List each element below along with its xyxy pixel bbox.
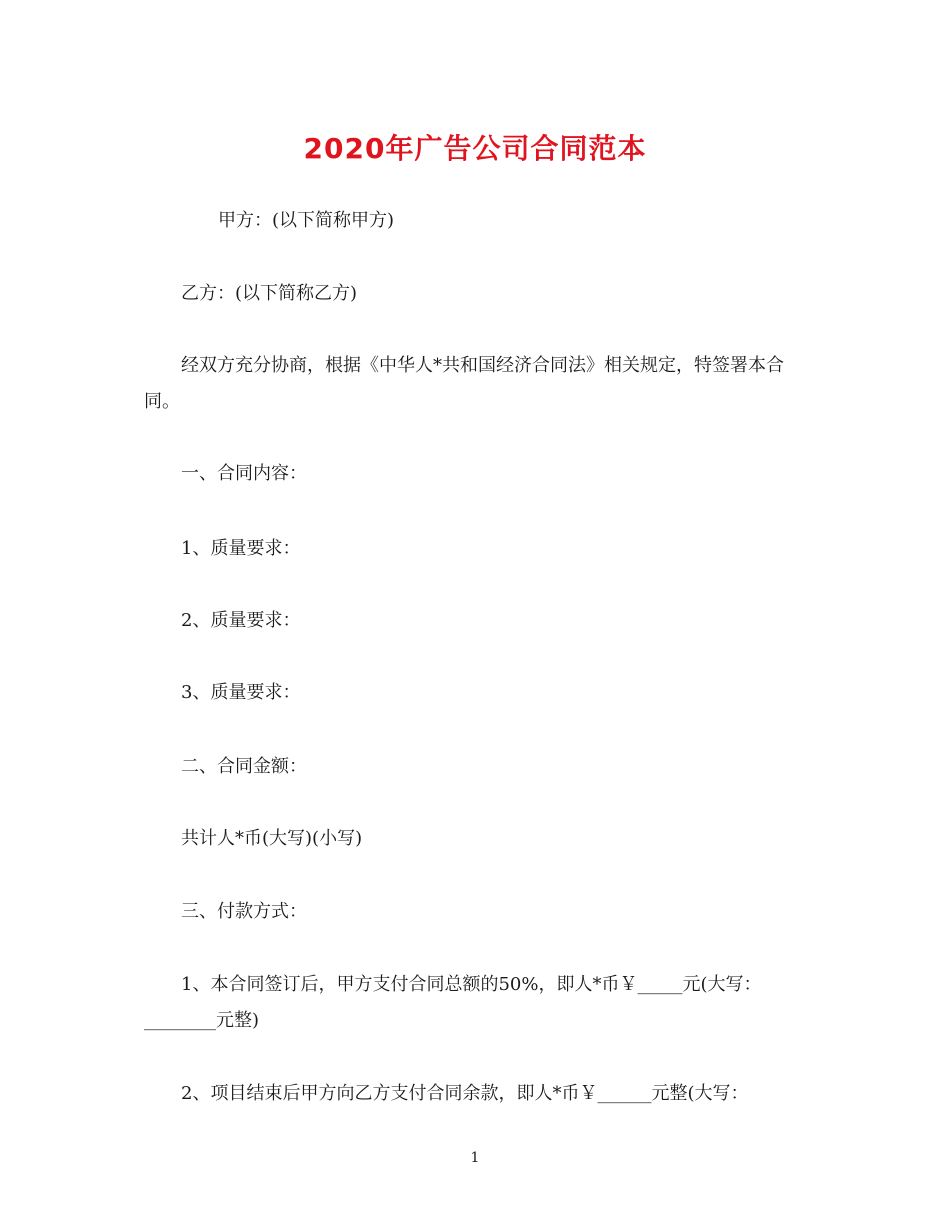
section-heading-contract-amount: 二、合同金额： [181, 756, 307, 777]
section-heading-payment-method: 三、付款方式： [181, 901, 307, 922]
document-title: 2020年广告公司合同范本 [303, 132, 647, 165]
page-number: 1 [470, 1150, 480, 1166]
party-b-line: 乙方：(以下简称乙方) [181, 283, 358, 304]
preamble-paragraph: 经双方充分协商，根据《中华人*共和国经济合同法》相关规定，特签署本合同。 [144, 355, 784, 412]
section-heading-contract-content: 一、合同内容： [181, 463, 307, 484]
quality-requirement-3: 3、质量要求： [181, 682, 301, 703]
party-a-line: 甲方：(以下简称甲方) [218, 210, 395, 231]
payment-term-2: 2、项目结束后甲方向乙方支付合同余款，即人*币￥______元整(大写： [181, 1083, 749, 1104]
quality-requirement-1: 1、质量要求： [181, 538, 301, 559]
quality-requirement-2: 2、质量要求： [181, 610, 301, 631]
total-amount-line: 共计人*币(大写)(小写) [181, 828, 363, 849]
payment-term-1: 1、本合同签订后，甲方支付合同总额的50%，即人*币￥_____元(大写：________元整) [144, 974, 762, 1031]
